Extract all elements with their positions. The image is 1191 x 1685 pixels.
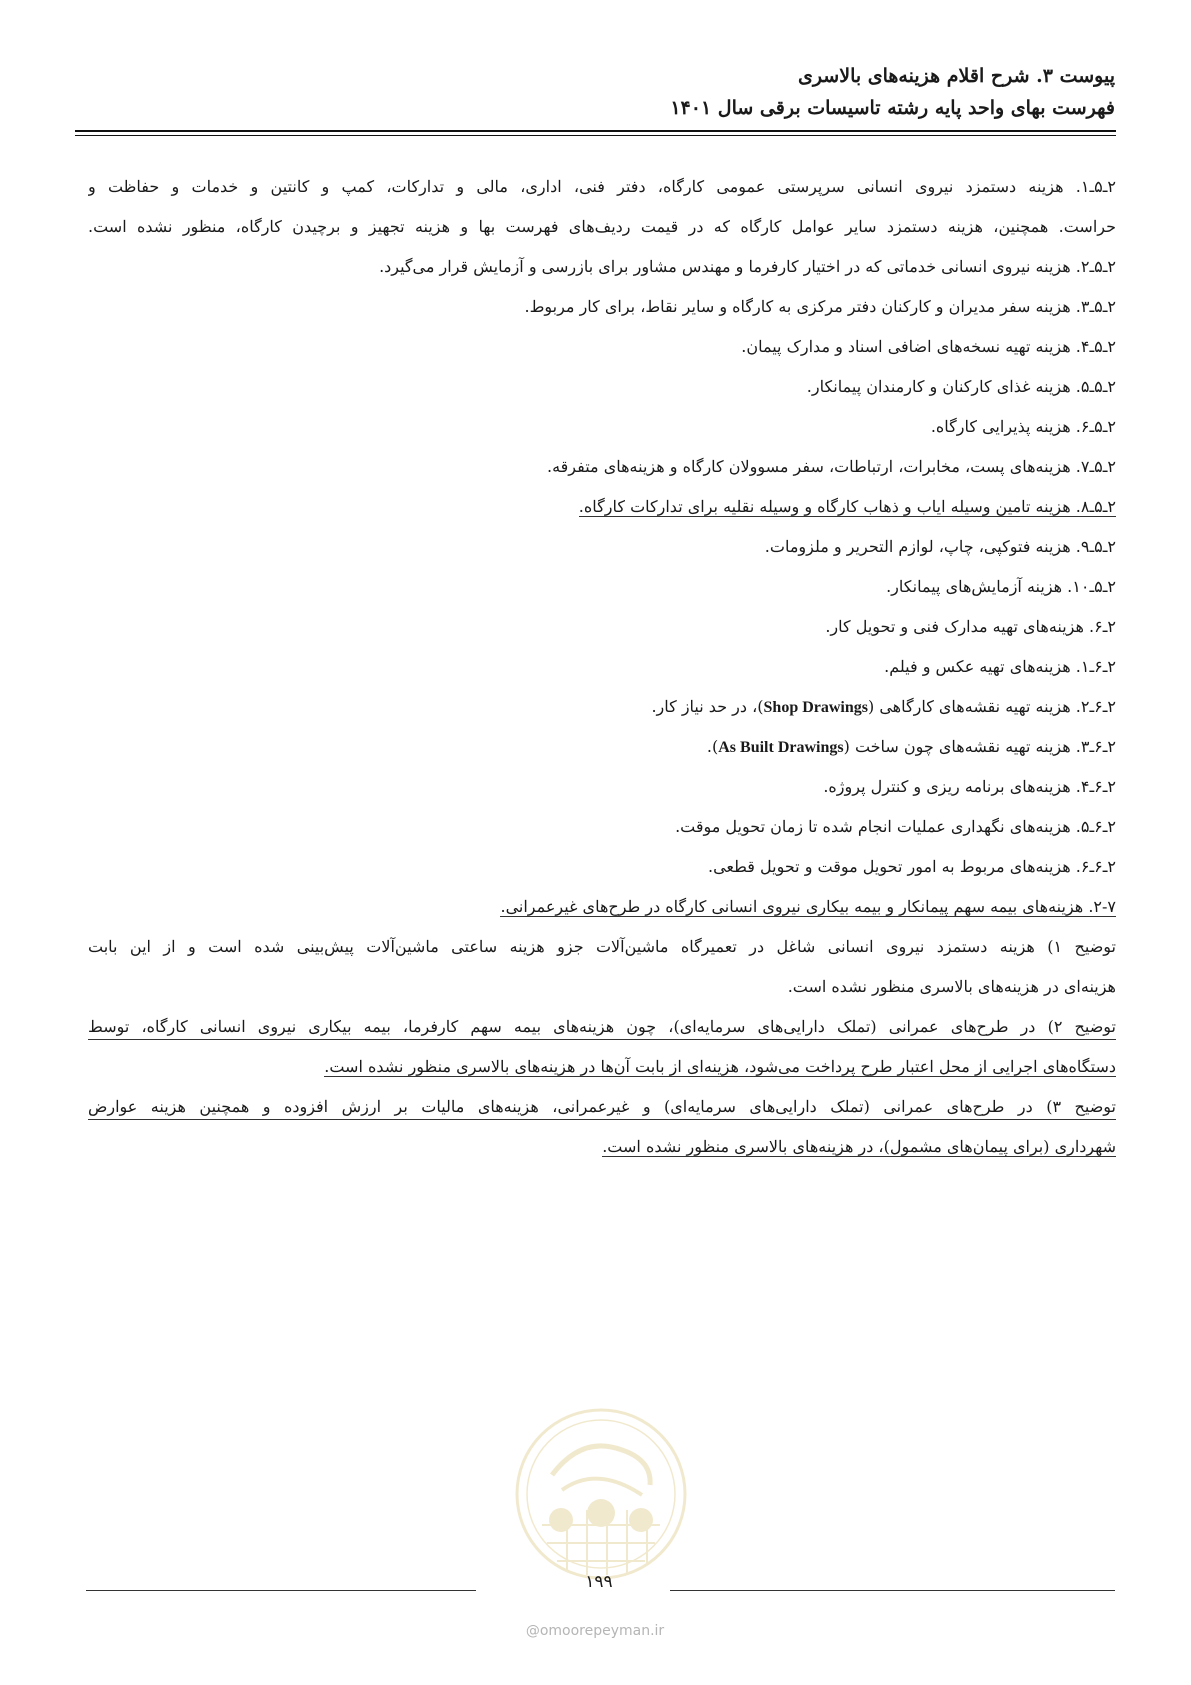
text-line: ۲ـ۵ـ۵. هزینه غذای کارکنان و کارمندان پیمانکار. [806,377,1116,396]
shop-drawings-term: Shop Drawings [763,699,868,716]
text-line: ۲ـ۵ـ۷. هزینه‌های پست، مخابرات، ارتباطات، سفر مسوولان کارگاه و هزینه‌های متفرقه. [546,457,1116,476]
header-title-line2: فهرست بهای واحد پایه رشته تاسیسات برقی سال ۱۴۰۱ [670,97,1115,119]
text-line: شهرداری (برای پیمان‌های مشمول)، در هزینه‌های بالاسری منظور نشده است. [602,1137,1116,1156]
text-line: دستگاه‌های اجرایی از محل اعتبار طرح پرداخت می‌شود، هزینه‌ای از بابت آن‌ها در هزینه‌های بالاسری منظور نشده است. [324,1057,1116,1076]
text-line: ۲ـ۵ـ۳. هزینه سفر مدیران و کارکنان دفتر مرکزی به کارگاه و سایر نقاط، برای کار مربوط. [524,297,1116,316]
text-line: حراست. همچنین، هزینه دستمزد سایر عوامل کارگاه که در قیمت ردیف‌های فهرست بها و هزینه تجهیز و برچیدن کارگاه، منظور نشده است. [88,217,1116,236]
as-built-term: As Built Drawings [718,739,844,756]
text-line: ۲ـ۵ـ۹. هزینه فتوکپی، چاپ، لوازم التحریر و ملزومات. [764,537,1116,556]
text-line: ۲ـ۶ـ۲. هزینه تهیه نقشه‌های کارگاهی (Shop Drawings)، در حد نیاز کار. [651,697,1116,716]
text-line: ۲ـ۶ـ۶. هزینه‌های مربوط به امور تحویل موقت و تحویل قطعی. [708,857,1116,876]
body-text [88,167,1116,1167]
text-line: ۲ـ۶ـ۵. هزینه‌های نگهداری عملیات انجام شده تا زمان تحویل موقت. [675,817,1116,836]
text-line: ۲ـ۵ـ۸. هزینه تامین وسیله ایاب و ذهاب کارگاه و وسیله نقلیه برای تدارکات کارگاه. [578,497,1116,516]
text-line: ۲ـ۵ـ۲. هزینه نیروی انسانی خدماتی که در اختیار کارفرما و مهندس مشاور برای بازرسی و آزمایش قرار می‌گیرد. [379,257,1116,276]
text-line: ۲ـ۵ـ۱۰. هزینه آزمایش‌های پیمانکار. [886,577,1116,596]
text-line: توضیح ۱) هزینه دستمزد نیروی انسانی شاغل در تعمیرگاه ماشین‌آلات جزو هزینه ساعتی ماشین‌آلات پیش‌بینی شده است و از این بابت [88,937,1116,956]
text-line: ۲ـ۶ـ۴. هزینه‌های برنامه ریزی و کنترل پروژه. [823,777,1116,796]
footer-rule-right [670,1590,1115,1591]
website-watermark: @omoorepeyman.ir [525,1623,665,1639]
header-title-line1: پیوست ۳. شرح اقلام هزینه‌های بالاسری [797,65,1115,87]
text-line: ۲ـ۶ـ۳. هزینه تهیه نقشه‌های چون ساخت (As Built Drawings). [706,737,1116,756]
header-rule-thin [75,135,1116,136]
text-line: ۲ـ۶. هزینه‌های تهیه مدارک فنی و تحویل کار. [825,617,1116,636]
footer-rule-left [86,1590,476,1591]
header-rule-thick [75,130,1116,132]
text-line: ۲ـ۵ـ۱. هزینه دستمزد نیروی انسانی سرپرستی عمومی کارگاه، دفتر فنی، اداری، مالی و تدارکات، کمپ و کانتین و خدمات و حفاظت و [88,177,1116,196]
text-line: توضیح ۲) در طرح‌های عمرانی (تملک دارایی‌های سرمایه‌ای)، چون هزینه‌های بیمه سهم کارفرما، بیمه بیکاری نیروی انسانی کارگاه، توسط [88,1007,1116,1047]
text-line: ۲ـ۵ـ۶. هزینه پذیرایی کارگاه. [930,417,1116,436]
text-line: توضیح ۳) در طرح‌های عمرانی (تملک دارایی‌های سرمایه‌ای) و غیرعمرانی، هزینه‌های مالیات بر ارزش افزوده و همچنین هزینه عوارض [88,1087,1116,1127]
seal-logo-icon [512,1405,690,1583]
page-number: ۱۹۹ [585,1572,613,1592]
page-header [75,60,1115,124]
text-line: ۲-۷. هزینه‌های بیمه سهم پیمانکار و بیمه بیکاری نیروی انسانی کارگاه در طرح‌های غیرعمرانی. [500,897,1116,916]
text-line: هزینه‌ای در هزینه‌های بالاسری منظور نشده است. [787,977,1116,996]
text-line: ۲ـ۶ـ۱. هزینه‌های تهیه عکس و فیلم. [884,657,1116,676]
text-line: ۲ـ۵ـ۴. هزینه تهیه نسخه‌های اضافی اسناد و مدارک پیمان. [741,337,1116,356]
